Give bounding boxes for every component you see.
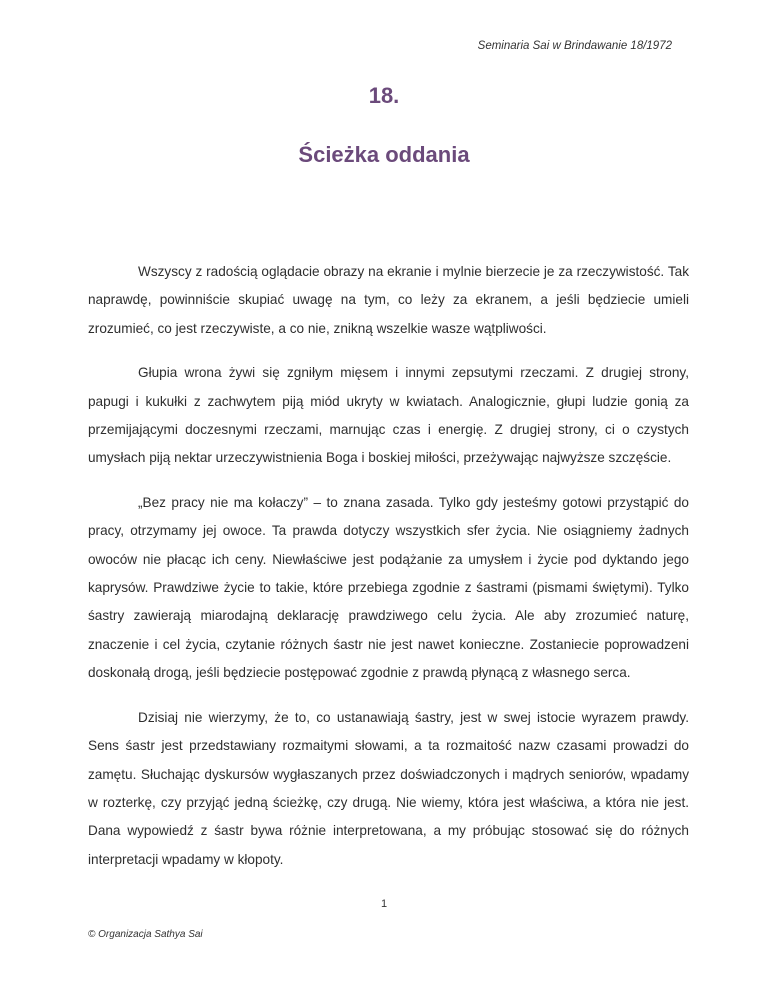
chapter-number: 18. bbox=[368, 83, 400, 108]
copyright-footer: © Organizacja Sathya Sai bbox=[88, 929, 203, 940]
body-text bbox=[88, 258, 689, 890]
paragraph: Dzisiaj nie wierzymy, że to, co ustanawiają śastry, jest w swej istocie wyrazem prawdy. Sens śastr jest przedstawiany rozmaitymi słowami, a ta rozmaitość nazw czasami prowadzi do zamętu. Słuchając dyskursów wygłaszanych przez doświadczonych i mądrych seniorów, wpadamy w rozterkę, czy przyjąć jedną ścieżkę, czy drugą. Nie wiemy, która jest właściwa, a która nie jest. Dana wypowiedź z śastr bywa różnie interpretowana, a my próbując stosować się do różnych interpretacji wpadamy w kłopoty. bbox=[88, 709, 689, 867]
page-number: 1 bbox=[380, 898, 388, 910]
paragraph: „Bez pracy nie ma kołaczy” – to znana zasada. Tylko gdy jesteśmy gotowi przystąpić do pracy, otrzymamy jej owoce. Ta prawda dotyczy wszystkich sfer życia. Nie osiągniemy żadnych owoców nie płacąc ich ceny. Niewłaściwe jest podążanie za umysłem i życie pod dyktando jego kaprysów. Prawdziwe życie to takie, które przebiega zgodnie z śastrami (pismami świętymi). Tylko śastry zawierają miarodajną deklarację prawdziwego celu życia. Ale aby zrozumieć naturę, znaczenie i cel życia, czytanie różnych śastr nie jest nawet konieczne. Zostaniecie poprowadzeni doskonałą drogą, jeśli będziecie postępować zgodnie z prawdą płynącą z własnego serca. bbox=[88, 494, 689, 681]
running-header: Seminaria Sai w Brindawanie 18/1972 bbox=[477, 40, 672, 52]
paragraph: Głupia wrona żywi się zgniłym mięsem i innymi zepsutymi rzeczami. Z drugiej strony, papugi i kukułki z zachwytem piją miód ukryty w kwiatach. Analogicznie, głupi ludzie gonią za przemijającymi doczesnymi rzeczami, marnując czas i energię. Z drugiej strony, ci o czystych umysłach piją nektar urzeczywistnienia Boga i boskiej miłości, przeżywając najwyższe szczęście. bbox=[88, 365, 689, 466]
chapter-title: Ścieżka oddania bbox=[298, 142, 470, 167]
paragraph: Wszyscy z radością oglądacie obrazy na ekranie i mylnie bierzecie je za rzeczywistość. Tak naprawdę, powinniście skupiać uwagę na tym, co leży za ekranem, a jeśli będziecie umieli zrozumieć, co jest rzeczywiste, a co nie, znikną wszelkie wasze wątpliwości. bbox=[88, 264, 689, 336]
